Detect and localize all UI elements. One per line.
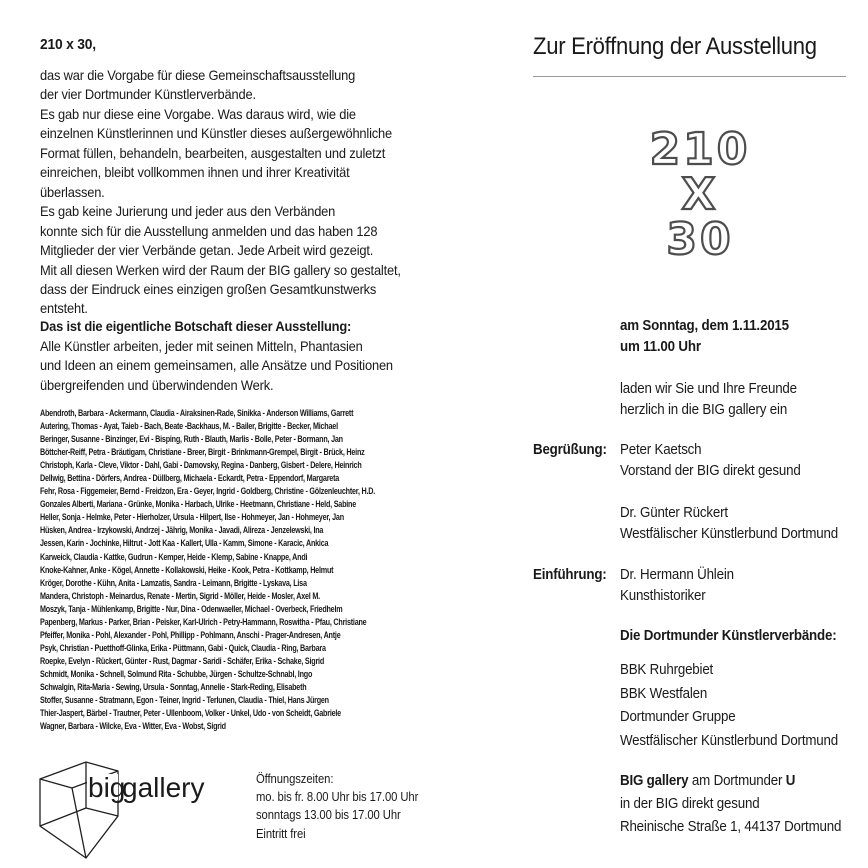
greeting-label: Begrüßung: [533,442,607,458]
text-line: X [681,169,719,220]
text-line: Kröger, Dorothe - Kühn, Anita - Lamzatis, Sandra - Leimann, Brigitte - Lyskava, Lisa [40,577,307,589]
logo-word-big: big [88,772,126,803]
text-line: einreichen, bleibt vollkommen ihnen und ihrer Kreativität [40,164,350,181]
address-line-2: in der BIG direkt gesund [620,796,760,812]
text-line: Abendroth, Barbara - Ackermann, Claudia - Airaksinen-Rade, Sinikka - Anderson Williams, Garrett [40,408,354,419]
text-line: Dr. Hermann Ühlein [620,567,734,583]
introduction-person [620,565,734,607]
title-rule [533,76,846,77]
text-line: Psyk, Christian - Puetthoff-Glinka, Erika - Püttmann, Gabi - Quick, Claudia - Ring, Barbara [40,642,326,654]
address-line-1 [620,770,841,793]
text-line: Christoph, Karla - Cleve, Viktor - Dahl, Gabi - Damovsky, Regina - Danberg, Gisbert - Delere, Heinrich [40,460,362,472]
message-heading: Das ist die eigentliche Botschaft dieser Ausstellung: [40,318,352,334]
text-line: einzelnen Künstlerinnen und Künstler dieses außergewöhnliche [40,125,392,142]
message-paragraph [40,337,393,395]
text-line: am Sonntag, dem 1.11.2015 [620,318,789,334]
text-line: Gonzales Alberti, Mariana - Grünke, Monika - Harbach, Ulrike - Heetmann, Christiane - Held, Sabine [40,499,357,511]
associations-list [620,659,838,753]
text-line: entsteht. [40,300,88,317]
text-line: Vorstand der BIG direkt gesund [620,463,801,479]
address-bold-gallery: BIG gallery [620,773,689,789]
text-line: Öffnungszeiten: [256,771,334,786]
text-line: herzlich in die BIG gallery ein [620,402,788,418]
text-line: Papenberg, Markus - Parker, Brian - Peisker, Karl-Ulrich - Petry-Hammann, Roswitha - Pfau, Christiane [40,616,367,628]
text-line: Thier-Jaspert, Bärbel - Trautner, Peter - Ullenboom, Volker - Unkel, Udo - von Scheidt, Gabriele [40,708,341,720]
text-line: Kunsthistoriker [620,588,706,604]
text-line: der vier Dortmunder Künstlerverbände. [40,86,256,103]
text-line: BBK Ruhrgebiet [620,662,714,678]
text-line: Knoke-Kahner, Anke - Kögel, Annette - Kollakowski, Heike - Kook, Petra - Kottkamp, Helmut [40,564,334,576]
text-line: Mandera, Christoph - Meinardus, Renate - Mertin, Sigrid - Möller, Heide - Mosler, Axel M. [40,590,320,602]
text-line: das war die Vorgabe für diese Gemeinschaftsausstellung [40,67,356,83]
artist-list [40,407,375,733]
text-line: Schwalgin, Rita-Maria - Sewing, Ursula - Sonntag, Annelie - Stark-Reding, Elisabeth [40,681,307,693]
event-date [620,316,789,358]
big-gallery-logo [38,758,258,864]
text-line: laden wir Sie und Ihre Freunde [620,381,797,397]
text-line: Moszyk, Tanja - Mühlenkamp, Brigitte - Nur, Dina - Odenwaeller, Michael - Overbeck, Friedhelm [40,603,343,615]
text-line: 30 [666,214,734,265]
text-line: Mitglieder der vier Verbände getan. Jede Arbeit wird gezeigt. [40,242,374,259]
text-line: überlassen. [40,183,105,200]
text-line: sonntags 13.00 bis 17.00 Uhr [256,807,401,823]
text-line: 210 [649,124,751,175]
text-line: Roepke, Evelyn - Rückert, Günter - Rust, Dagmar - Saridi - Schäfer, Erika - Schake, Sigrid [40,655,325,667]
text-line: Dr. Günter Rückert [620,505,728,521]
text-line: Stoffer, Susanne - Stratmann, Egon - Teiner, Ingrid - Terlunen, Claudia - Thiel, Hans Jürgen [40,695,329,707]
greeting-person-1 [620,440,801,482]
text-line: konnte sich für die Ausstellung anmelden und das haben 128 [40,222,378,239]
text-line: Beringer, Susanne - Binzinger, Evi - Bisping, Ruth - Blauth, Marlis - Bolle, Peter - Bormann, Jan [40,434,343,446]
text-line: Autering, Thomas - Ayat, Taieb - Bach, Beate -Backhaus, M. - Bailer, Brigitte - Becker, Michael [40,421,338,433]
text-line: Karweick, Claudia - Kattke, Gudrun - Kemper, Heide - Klemp, Sabine - Knappe, Andi [40,551,308,563]
text-line: dass der Eindruck eines einzigen großen Gesamtkunstwerks [40,280,377,297]
address-bold-u: U [785,773,796,789]
text-line: Format füllen, behandeln, bearbeiten, ausgestalten und zuletzt [40,144,386,161]
text-line: BBK Westfalen [620,685,708,702]
format-outline-numbers [640,124,760,265]
text-line: Mit all diesen Werken wird der Raum der BIG gallery so gestaltet, [40,261,401,278]
text-line: mo. bis fr. 8.00 Uhr bis 17.00 Uhr [256,789,419,805]
format-heading: 210 x 30, [40,36,96,53]
invitation-text [620,379,797,421]
intro-paragraph [40,66,401,319]
page-title: Zur Eröffnung der Ausstellung [533,33,817,60]
text-line: Wagner, Barbara - Wilcke, Eva - Witter, Eva - Wobst, Sigrid [40,721,226,733]
text-line: Alle Künstler arbeiten, jeder mit seinen Mitteln, Phantasien [40,338,363,354]
text-line: Eintritt frei [256,825,306,841]
text-line: Dortmunder Gruppe [620,709,736,725]
text-line: Böttcher-Reiff, Petra - Bräutigam, Christiane - Breer, Birgit - Brinkmann-Grempel, Birgit - Brück, Heinz [40,447,365,459]
text-line: Fehr, Rosa - Figgemeier, Bernd - Freidzon, Era - Geyer, Ingrid - Goldberg, Christine - Gölzenleuchter, H.D. [40,486,376,498]
text-line: Peter Kaetsch [620,442,702,458]
text-line: Westfälischer Künstlerbund Dortmund [620,732,838,749]
text-line: Es gab nur diese eine Vorgabe. Was daraus wird, wie die [40,105,356,122]
text-line: Dellwig, Bettina - Dörfers, Andrea - Düllberg, Michaela - Eckardt, Petra - Eppendorf, Margareta [40,473,340,485]
venue-address [620,770,841,839]
introduction-label: Einführung: [533,567,607,583]
address-mid: am Dortmunder [688,773,786,789]
text-line: übergreifenden und überwindenden Werk. [40,376,274,393]
associations-heading: Die Dortmunder Künstlerverbände: [620,628,837,644]
text-line: Heller, Sonja - Helmke, Peter - Hierholzer, Ursula - Hilpert, Ilse - Hohmeyer, Jan - Hohmeyer, Jan [40,512,344,524]
greeting-person-2 [620,503,838,545]
text-line: Es gab keine Jurierung und jeder aus den Verbänden [40,203,336,220]
text-line: Hüsken, Andrea - Irzykowski, Andrzej - Jährig, Monika - Javadi, Alireza - Jenzelewski, Ina [40,525,324,537]
opening-hours [256,770,418,843]
text-line: um 11.00 Uhr [620,339,701,355]
logo-word-gallery: gallery [122,772,205,803]
text-line: Westfälischer Künstlerbund Dortmund [620,526,838,542]
text-line: Jessen, Karin - Jochinke, Hiltrut - Jott Kaa - Kallert, Ulla - Kamm, Simone - Karacic, Ankica [40,538,329,550]
text-line: Schmidt, Monika - Schnell, Solmund Rita - Schubbe, Jürgen - Schultze-Schnabl, Ingo [40,668,313,680]
text-line: und Ideen an einem gemeinsamen, alle Ansätze und Positionen [40,357,393,374]
text-line: Pfeiffer, Monika - Pohl, Alexander - Pohl, Phillipp - Pohlmann, Anschi - Prager-Andresen, Antje [40,629,341,641]
address-line-3: Rheinische Straße 1, 44137 Dortmund [620,819,842,835]
